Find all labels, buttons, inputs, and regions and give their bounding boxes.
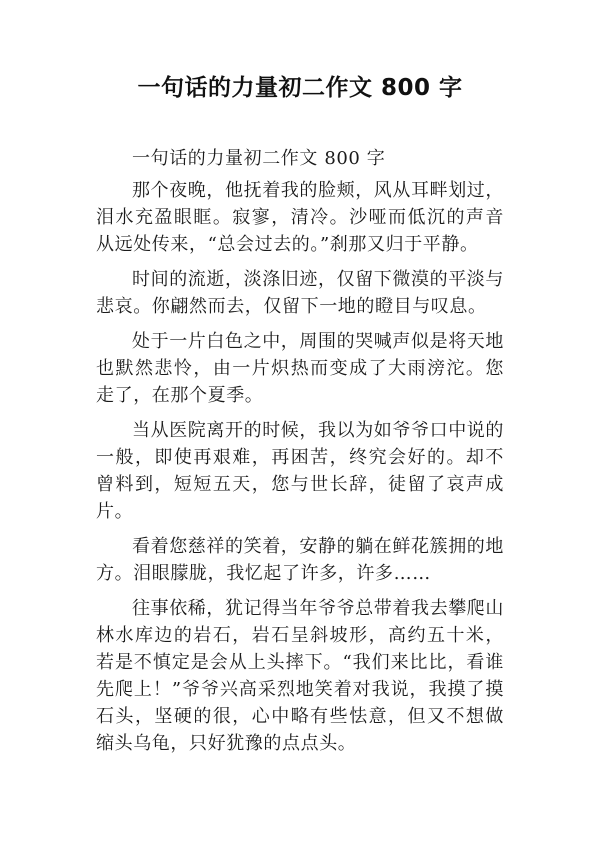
document-body bbox=[96, 145, 504, 765]
paragraph-6: 往事依稀，犹记得当年爷爷总带着我去攀爬山林水库边的岩石，岩石呈斜坡形，高约五十米，若是不慎定是会从上头摔下。“我们来比比，看谁先爬上！”爷爷兴高采烈地笑着对我说，我摸了摸石头，坚硬的很，心中略有些怯意，但又不想做缩头乌龟，只好犹豫的点点头。 bbox=[96, 598, 504, 754]
document-subtitle: 一句话的力量初二作文 800 字 bbox=[132, 148, 386, 169]
paragraph-3: 处于一片白色之中，周围的哭喊声似是将天地也默然悲怜，由一片炽热而变成了大雨滂沱。您走了，在那个夏季。 bbox=[96, 331, 504, 406]
paragraph-1: 那个夜晚，他抚着我的脸颊，风从耳畔划过，泪水充盈眼眶。寂寥，清冷。沙哑而低沉的声音从远处传来，“总会过去的。”刹那又归于平静。 bbox=[96, 180, 504, 255]
paragraph-2: 时间的流逝，淡涤旧迹，仅留下微漠的平淡与悲哀。你翩然而去，仅留下一地的瞪目与叹息。 bbox=[96, 269, 504, 317]
paragraph-4: 当从医院离开的时候，我以为如爷爷口中说的一般，即使再艰难，再困苦，终究会好的。却不曾料到，短短五天，您与世长辞，徒留了哀声成片。 bbox=[96, 420, 504, 522]
document-title: 一句话的力量初二作文 800 字 bbox=[137, 75, 463, 101]
paragraph-5: 看着您慈祥的笑着，安静的躺在鲜花簇拥的地方。泪眼朦胧，我忆起了许多，许多…… bbox=[96, 536, 504, 584]
